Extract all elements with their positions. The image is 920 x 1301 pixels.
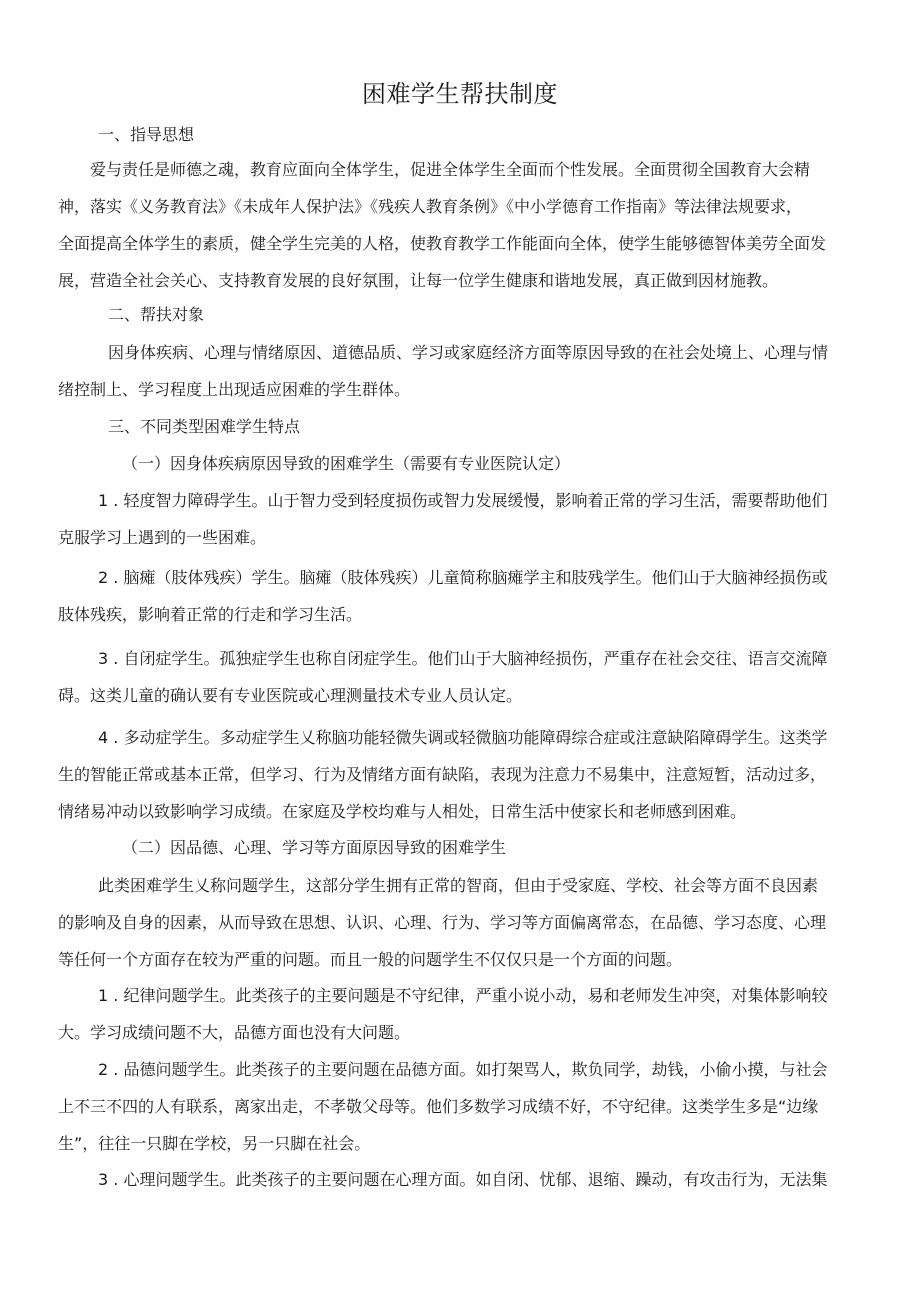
- section-heading-assistance-targets: [58, 296, 876, 333]
- paragraph-cerebral-palsy: [58, 559, 876, 633]
- section-heading-student-types: [58, 408, 876, 445]
- paragraph-line: 的影响及自身的因素，从而导致在思想、认识、心理、行为、学习等方面偏离常态，在品德、学习态度、心理: [58, 913, 827, 932]
- heading-line: 一、指导思想: [98, 125, 195, 144]
- paragraph-moral-problems: [58, 1051, 876, 1162]
- paragraph-line: 生”，往往一只脚在学校，另一只脚在社会。: [58, 1134, 371, 1153]
- paragraph-adhd: [58, 719, 876, 830]
- paragraph-line: 2 . 品德问题学生。此类孩子的主要问题在品德方面。如打架骂人，欺负同学，劫钱，小偷小摸，与社会: [98, 1060, 828, 1079]
- paragraph-psychological-problems: [58, 1161, 876, 1198]
- paragraph-line: 全面提高全体学生的素质，健全学生完美的人格，使教育教学工作能面向全体，使学生能够德智体美劳全面发: [58, 234, 827, 253]
- paragraph-autism: [58, 640, 876, 714]
- paragraph-line: 绪控制上、学习程度上出现适应困难的学生群体。: [58, 380, 411, 399]
- paragraph-assistance-targets: [58, 334, 876, 408]
- paragraph-line: 爱与责任是师德之魂，教育应面向全体学生，促进全体学生全面而个性发展。全面贯彻全国教育大会精: [90, 160, 811, 179]
- heading-line: 二、帮扶对象: [108, 305, 205, 324]
- paragraph-discipline-problems: [58, 977, 876, 1051]
- heading-line: （二）因品德、心理、学习等方面原因导致的困难学生: [122, 838, 507, 857]
- paragraph-line: 2 . 脑瘫（肢体残疾）学生。脑瘫（肢体残疾）儿童简称脑瘫学主和肢残学生。他们山于大脑神经损伤或: [98, 568, 828, 587]
- paragraph-line: 肢体残疾，影响着正常的行走和学习生活。: [58, 605, 363, 624]
- paragraph-line: 等任何一个方面存在较为严重的问题。而且一般的问题学生不仅仅只是一个方面的问题。: [58, 950, 683, 969]
- document-title: 困难学生帮扶制度: [362, 80, 558, 108]
- paragraph-line: 4 . 多动症学生。多动症学生乂称脑功能轻微失调或轻微脑功能障碍综合症或注意缺陷障碍学生。这类学: [98, 728, 828, 747]
- paragraph-line: 碍。这类儿童的确认要有专业医院或心理测量技术专业人员认定。: [58, 686, 523, 705]
- paragraph-line: 上不三不四的人有联系，离家出走，不孝敬父母等。他们多数学习成绩不好，不守纪律。这类学生多是“边缘: [58, 1097, 819, 1116]
- heading-line: （一）因身体疾病原因导致的困难学生（需要有专业医院认定）: [122, 454, 571, 473]
- paragraph-line: 生的智能正常或基本正常，但学习、行为及情绪方面有缺陷，表现为注意力不易集中，注意短暂，活动过多，: [58, 765, 827, 784]
- paragraph-mild-intellectual-disability: [58, 482, 876, 556]
- paragraph-line: 克服学习上遇到的一些困难。: [58, 528, 267, 547]
- paragraph-line: 3 . 心理问题学生。此类孩子的主要问题在心理方面。如自闭、忧郁、退缩、躁动，有攻击行为，无法集: [98, 1170, 828, 1189]
- paragraph-line: 情绪易冲动以致影响学习成绩。在家庭及学校均难与人相处，日常生活中使家长和老师感到困难。: [58, 802, 747, 821]
- paragraph-line: 3 . 自闭症学生。孤独症学生也称自闭症学生。他们山于大脑神经损伤，严重存在社会交往、语言交流障: [98, 649, 828, 668]
- heading-line: 三、不同类型困难学生特点: [108, 417, 301, 436]
- paragraph-line: 神，落实《义务教育法》《未成年人保护法》《残疾人教育条例》《中小学德育工作指南》等法律法规要求，: [58, 197, 803, 216]
- subsection-heading-moral-psychological: [58, 829, 876, 866]
- paragraph-line: 1 . 轻度智力障碍学生。山于智力受到轻度损伤或智力发展缓慢，影响着正常的学习生活，需要帮助他们: [98, 491, 828, 510]
- paragraph-guiding-ideology: [58, 151, 876, 299]
- paragraph-line: 此类困难学生乂称问题学生，这部分学生拥有正常的智商，但由于受家庭、学校、社会等方面不良因素: [98, 876, 819, 895]
- paragraph-line: 大。学习成绩问题不大，品德方面也没有大问题。: [58, 1023, 411, 1042]
- subsection-heading-physical-illness: [58, 445, 876, 482]
- paragraph-problem-students: [58, 867, 876, 978]
- paragraph-line: 展，营造全社会关心、支持教育发展的良好氛围，让每一位学生健康和谐地发展，真正做到因材施教。: [58, 271, 779, 290]
- section-heading-guiding-ideology: [58, 116, 876, 153]
- paragraph-line: 1 . 纪律问题学生。此类孩子的主要问题是不守纪律，严重小说小动，易和老师发生冲突，对集体影响较: [98, 986, 828, 1005]
- paragraph-line: 因身体疾病、心理与情绪原因、道德品质、学习或家庭经济方面等原因导致的在社会处境上、心理与情: [108, 343, 829, 362]
